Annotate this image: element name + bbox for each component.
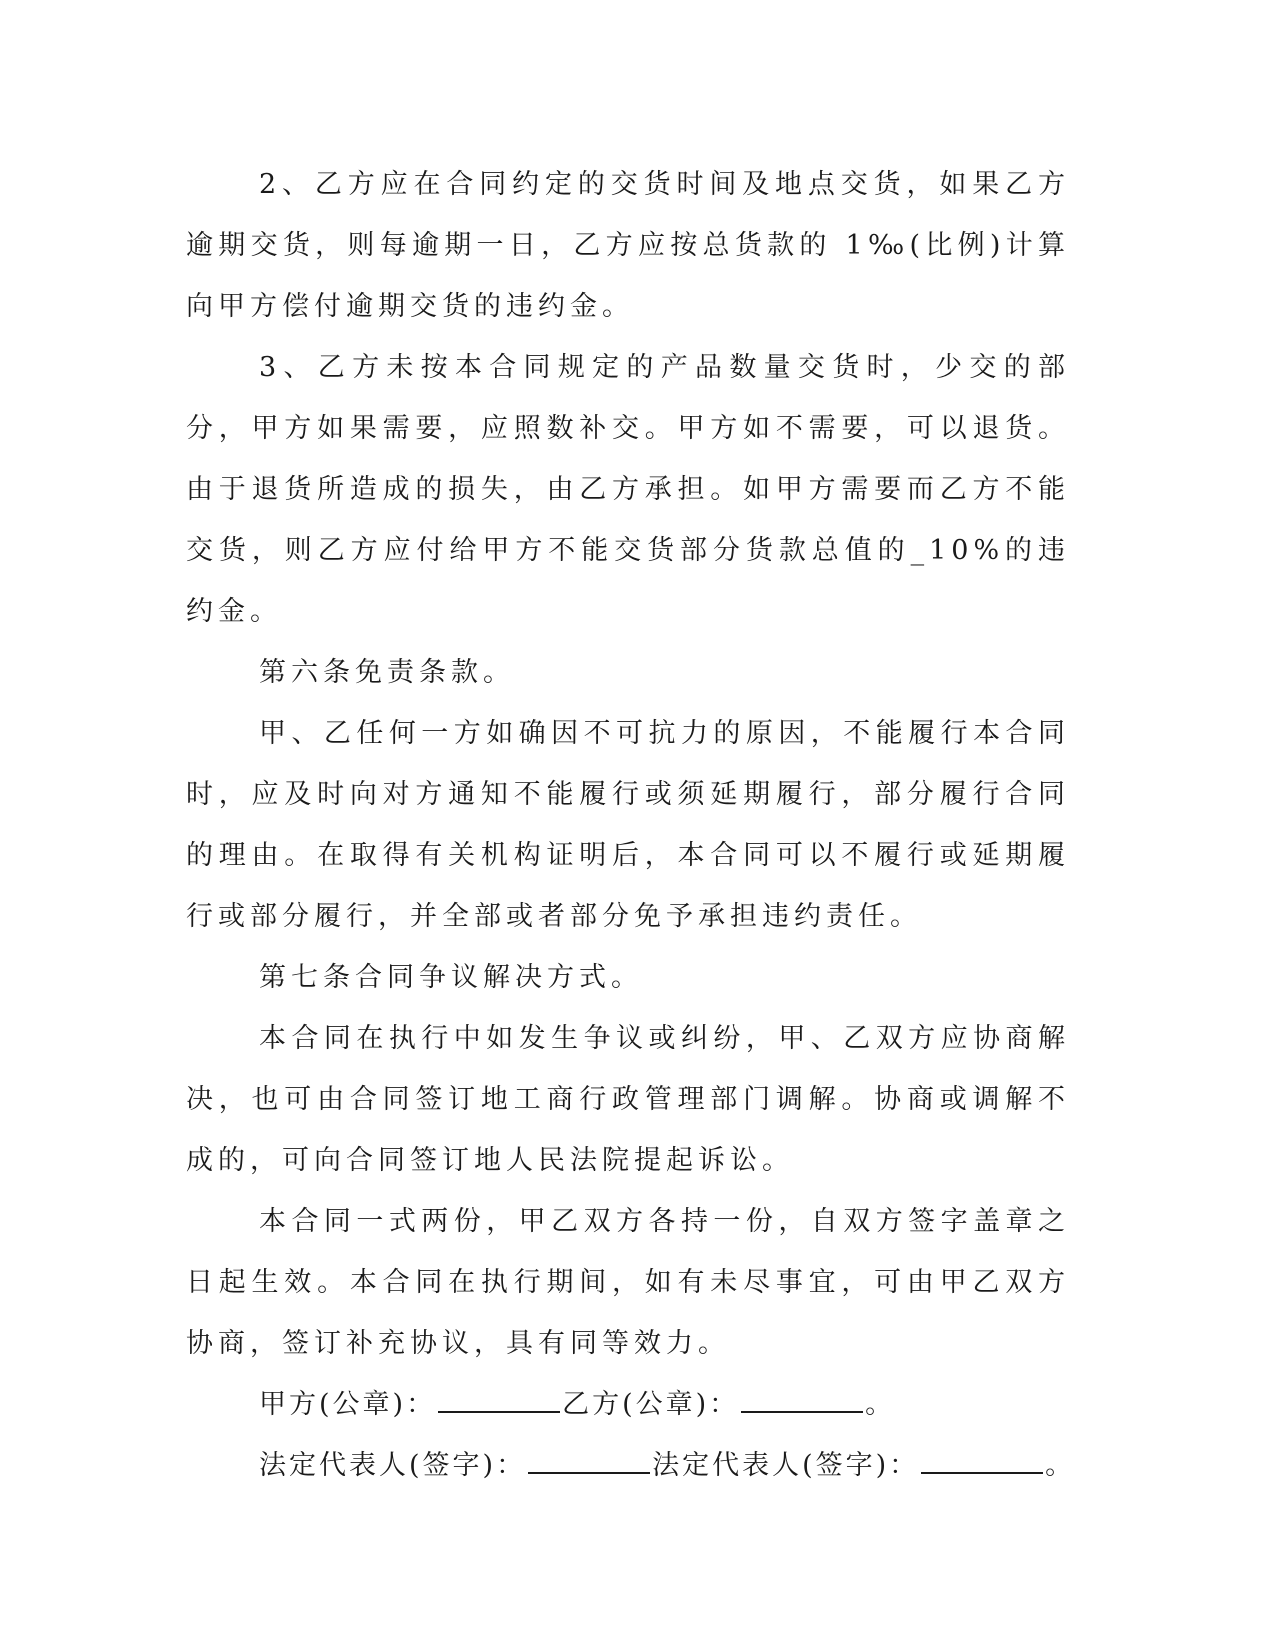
party-a-seal-blank — [438, 1387, 560, 1413]
article-7-heading: 第七条合同争议解决方式。 — [259, 962, 643, 993]
party-b-seal-blank — [741, 1387, 863, 1413]
article-6-heading: 第六条免责条款。 — [259, 657, 515, 688]
seal-line — [186, 1374, 1070, 1435]
clause-force-majeure: 甲、乙任何一方如确因不可抗力的原因，不能履行本合同时，应及时向对方通知不能履行或须延期履行，部分履行合同的理由。在取得有关机构证明后，本合同可以不履行或延期履行或部分履行，并全部或者部分免予承担违约责任。 — [186, 718, 1070, 932]
clause-copies-effect: 本合同一式两份，甲乙双方各持一份，自双方签字盖章之日起生效。本合同在执行期间，如有未尽事宜，可由甲乙双方协商，签订补充协议，具有同等效力。 — [186, 1206, 1070, 1359]
rep-a-blank — [528, 1448, 650, 1474]
rep-b-label: 法定代表人(签字)： — [652, 1450, 920, 1481]
party-a-seal-label: 甲方(公章)： — [259, 1389, 437, 1420]
party-b-seal-label: 乙方(公章)： — [562, 1389, 740, 1420]
clause-dispute-resolution: 本合同在执行中如发生争议或纠纷，甲、乙双方应协商解决，也可由合同签订地工商行政管理部门调解。协商或调解不成的，可向合同签订地人民法院提起诉讼。 — [186, 1023, 1070, 1176]
rep-a-label: 法定代表人(签字)： — [259, 1450, 527, 1481]
seal-line-end: 。 — [865, 1389, 896, 1420]
rep-b-blank — [921, 1448, 1043, 1474]
rep-line-end: 。 — [1045, 1450, 1076, 1481]
clause-short-delivery: 3、乙方未按本合同规定的产品数量交货时，少交的部分，甲方如果需要，应照数补交。甲方如不需要，可以退货。由于退货所造成的损失，由乙方承担。如甲方需要而乙方不能交货，则乙方应付给甲方不能交货部分货款总值的_10%的违约金。 — [186, 352, 1070, 627]
representative-line — [186, 1435, 1076, 1496]
document-body — [186, 154, 1076, 1496]
clause-late-delivery: 2、乙方应在合同约定的交货时间及地点交货，如果乙方逾期交货，则每逾期一日，乙方应按总货款的 1‰(比例)计算向甲方偿付逾期交货的违约金。 — [186, 169, 1070, 322]
